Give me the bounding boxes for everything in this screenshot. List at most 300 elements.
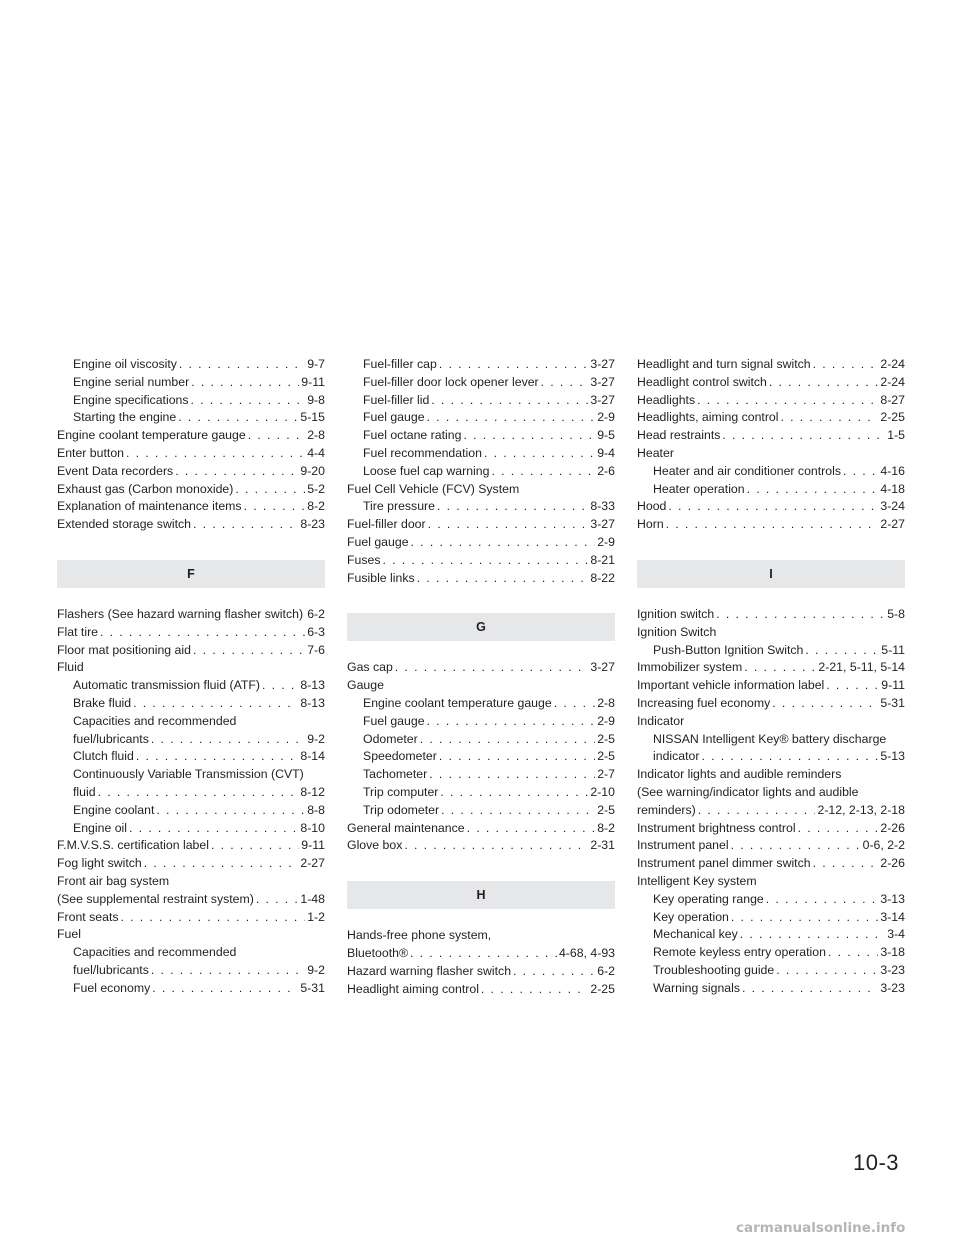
entry-term: Event Data recorders: [57, 463, 174, 478]
page-reference: 3-27: [588, 659, 615, 677]
page-reference: 8-13: [298, 695, 325, 713]
page-reference: 9-4: [595, 445, 615, 463]
entry-term: Engine serial number: [73, 374, 190, 389]
dot-leader: [489, 463, 595, 481]
index-entry: [637, 659, 905, 677]
dot-leader: [131, 695, 298, 713]
dot-leader: [191, 516, 298, 534]
entry-term: Heater: [637, 445, 674, 460]
entry-term: F.M.V.S.S. certification label: [57, 838, 209, 853]
dot-leader: [714, 606, 885, 624]
dot-leader: [381, 552, 589, 570]
entry-term: Instrument panel dimmer switch: [637, 856, 811, 871]
dot-leader: [666, 498, 878, 516]
page-reference: 1-2: [305, 909, 325, 927]
page-reference: 3-27: [588, 356, 615, 374]
dot-leader: [176, 409, 298, 427]
page-reference: 2-8: [305, 427, 325, 445]
index-subentry: [57, 409, 325, 427]
dot-leader: [246, 427, 306, 445]
entry-term: Tire pressure: [363, 499, 435, 514]
index-entry: [637, 374, 905, 392]
index-entry: [347, 837, 615, 855]
entry-text-line: (See warning/indicator lights and audible: [637, 784, 859, 799]
entry-term: Engine coolant temperature gauge: [363, 695, 552, 710]
dot-leader: [418, 731, 596, 749]
entry-term: indicator: [653, 749, 700, 764]
index-entry: [57, 481, 325, 499]
entry-term: Headlight control switch: [637, 374, 767, 389]
index-entry: [57, 909, 325, 927]
dot-leader: [134, 748, 299, 766]
entry-term: Flashers (See hazard warning flasher switch): [57, 606, 304, 621]
dot-leader: [408, 945, 557, 963]
page-reference: 2-9: [595, 713, 615, 731]
entry-term: Engine specifications: [73, 392, 189, 407]
index-entry: [637, 624, 905, 642]
index-subentry: [637, 642, 905, 660]
index-subentry: [347, 802, 615, 820]
index-subentry: [347, 748, 615, 766]
entry-term: Fuel gauge: [363, 410, 425, 425]
entry-term: Fuel Cell Vehicle (FCV) System: [347, 481, 520, 496]
page-reference: 9-5: [595, 427, 615, 445]
entry-term: Important vehicle information label: [637, 678, 825, 693]
page-reference: 3-18: [878, 944, 905, 962]
index-subentry: [347, 498, 615, 516]
index-entry: [57, 463, 325, 481]
entry-term: Fuel-filler door: [347, 517, 426, 532]
index-column-1: [57, 356, 325, 998]
entry-term: Fuel gauge: [363, 713, 425, 728]
page-reference: 2-25: [878, 409, 905, 427]
page-reference: 2-21, 5-11, 5-14: [816, 659, 905, 677]
dot-leader: [124, 445, 305, 463]
dot-leader: [720, 427, 885, 445]
index-column-3: [637, 356, 905, 998]
entry-term: Headlights: [637, 392, 696, 407]
page-reference: 3-27: [588, 516, 615, 534]
dot-leader: [426, 516, 589, 534]
page-reference: 1-48: [298, 891, 325, 909]
index-subentry: [347, 713, 615, 731]
entry-term: Explanation of maintenance items: [57, 499, 242, 514]
page-reference: 6-2: [595, 963, 615, 981]
dot-leader: [779, 409, 879, 427]
page-reference: 3-23: [878, 980, 905, 998]
dot-leader: [435, 498, 588, 516]
page-reference: 4-4: [305, 445, 325, 463]
dot-leader: [127, 820, 298, 838]
index-entry: [57, 855, 325, 873]
entry-term: Fuel octane rating: [363, 428, 462, 443]
entry-term: Headlights, aiming control: [637, 410, 779, 425]
dot-leader: [664, 516, 879, 534]
index-entry: [637, 498, 905, 516]
dot-leader: [465, 820, 596, 838]
entry-term: Floor mat positioning aid: [57, 642, 191, 657]
letter-section-header: F: [57, 560, 325, 588]
entry-term: Fuel gauge: [347, 534, 409, 549]
dot-leader: [429, 392, 588, 410]
index-subentry: [347, 784, 615, 802]
index-subentry: [57, 374, 325, 392]
index-entry: [347, 552, 615, 570]
entry-text-line: Indicator lights and audible reminders: [637, 767, 842, 782]
entry-term: Intelligent Key system: [637, 873, 757, 888]
letter-section-header: H: [347, 881, 615, 909]
page-reference: 4-18: [878, 481, 905, 499]
index-subentry: [347, 695, 615, 713]
entry-term: fuel/lubricants: [73, 731, 149, 746]
page-reference: 2-5: [595, 731, 615, 749]
page-reference: 9-11: [299, 374, 325, 392]
index-entry: [637, 516, 905, 534]
entry-term: Engine coolant: [73, 802, 155, 817]
page-reference: 9-2: [305, 962, 325, 980]
index-subentry: [347, 445, 615, 463]
entry-term: Increasing fuel economy: [637, 695, 771, 710]
page-reference: 9-11: [879, 677, 905, 695]
dot-leader: [437, 356, 589, 374]
entry-term: Hazard warning flasher switch: [347, 963, 512, 978]
dot-leader: [427, 766, 595, 784]
dot-leader: [479, 981, 588, 999]
dot-leader: [539, 374, 589, 392]
page-reference: 8-12: [298, 784, 325, 802]
index-subentry: [57, 820, 325, 838]
entry-term: Odometer: [363, 731, 418, 746]
dot-leader: [189, 374, 299, 392]
page-reference: 8-27: [878, 392, 905, 410]
index-subentry: [57, 802, 325, 820]
index-subentry: [637, 962, 905, 980]
page-reference: 2-27: [878, 516, 905, 534]
dot-leader: [482, 445, 595, 463]
entry-term: fuel/lubricants: [73, 962, 149, 977]
dot-leader: [149, 962, 305, 980]
index-subentry: [57, 392, 325, 410]
index-subentry: [57, 944, 325, 980]
index-subentry: [637, 909, 905, 927]
dot-leader: [824, 677, 879, 695]
page-reference: 2-26: [878, 855, 905, 873]
index-subentry: [637, 891, 905, 909]
index-entry: [57, 606, 325, 624]
index-subentry: [347, 427, 615, 445]
index-subentry: [637, 481, 905, 499]
dot-leader: [552, 695, 596, 713]
dot-leader: [242, 498, 306, 516]
entry-term: Push-Button Ignition Switch: [653, 642, 804, 657]
index-entry: [57, 873, 325, 909]
dot-leader: [393, 659, 589, 677]
dot-leader: [796, 820, 879, 838]
dot-leader: [260, 677, 298, 695]
index-entry: [637, 427, 905, 445]
page-reference: 3-23: [878, 962, 905, 980]
entry-term: Glove box: [347, 838, 403, 853]
page-reference: 8-21: [588, 552, 615, 570]
index-entry: [347, 820, 615, 838]
dot-leader: [154, 802, 305, 820]
dot-leader: [511, 963, 595, 981]
index-entry: [347, 963, 615, 981]
dot-leader: [96, 784, 299, 802]
index-entry: [57, 445, 325, 463]
page-reference: 3-13: [878, 891, 905, 909]
entry-term: Gauge: [347, 678, 384, 693]
dot-leader: [696, 802, 816, 820]
index-entry: [637, 855, 905, 873]
entry-term: Extended storage switch: [57, 517, 191, 532]
entry-term: Clutch fluid: [73, 749, 134, 764]
dot-leader: [402, 837, 588, 855]
page-reference: 5-31: [298, 980, 325, 998]
page-reference: 2-10: [588, 784, 615, 802]
dot-leader: [438, 784, 588, 802]
index-subentry: [57, 980, 325, 998]
entry-text-line: Front air bag system: [57, 873, 170, 888]
dot-leader: [415, 570, 589, 588]
dot-leader: [209, 837, 299, 855]
entry-term: Ignition Switch: [637, 624, 717, 639]
entry-term: Trip computer: [363, 784, 439, 799]
index-entry: [347, 927, 615, 963]
entry-text-line: Capacities and recommended: [73, 713, 237, 728]
dot-leader: [173, 463, 298, 481]
dot-leader: [729, 837, 861, 855]
index-entry: [637, 409, 905, 427]
entry-term: General maintenance: [347, 820, 465, 835]
entry-term: Fuel-filler lid: [363, 392, 430, 407]
entry-term: Bluetooth®: [347, 945, 409, 960]
page-reference: 8-2: [305, 498, 325, 516]
entry-term: Automatic transmission fluid (ATF): [73, 678, 261, 693]
page-reference: 2-5: [595, 748, 615, 766]
entry-term: Fog light switch: [57, 856, 142, 871]
entry-term: Immobilizer system: [637, 660, 743, 675]
index-subentry: [637, 926, 905, 944]
index-entry: [637, 677, 905, 695]
index-subentry: [57, 356, 325, 374]
index-entry: [347, 570, 615, 588]
page-reference: 2-9: [595, 409, 615, 427]
index-subentry: [347, 463, 615, 481]
entry-term: Head restraints: [637, 428, 721, 443]
entry-term: Gas cap: [347, 660, 393, 675]
entry-term: Starting the engine: [73, 410, 177, 425]
index-entry: [57, 516, 325, 534]
page-reference: 9-7: [305, 356, 325, 374]
page-reference: 9-20: [298, 463, 325, 481]
entry-term: Fuses: [347, 552, 381, 567]
entry-text-line: Hands-free phone system,: [347, 928, 492, 943]
page-reference: 8-33: [588, 498, 615, 516]
index-entry: [347, 677, 615, 695]
entry-term: Fuel-filler door lock opener lever: [363, 374, 539, 389]
dot-leader: [826, 944, 878, 962]
entry-term: Flat tire: [57, 624, 98, 639]
entry-term: Exhaust gas (Carbon monoxide): [57, 481, 234, 496]
dot-leader: [177, 356, 305, 374]
entry-term: Ignition switch: [637, 606, 715, 621]
dot-leader: [770, 695, 878, 713]
entry-term: Horn: [637, 517, 664, 532]
dot-leader: [191, 642, 305, 660]
entry-term: Remote keyless entry operation: [653, 945, 826, 960]
page-reference: 8-8: [305, 802, 325, 820]
page-reference: 8-10: [298, 820, 325, 838]
page-reference: 4-68, 4-93: [557, 945, 615, 963]
index-subentry: [637, 463, 905, 481]
index-entry: [637, 873, 905, 891]
page-reference: 2-24: [878, 374, 905, 392]
index-entry: [347, 481, 615, 499]
entry-term: Engine oil viscosity: [73, 357, 177, 371]
index-entry: [57, 624, 325, 642]
dot-leader: [803, 642, 879, 660]
page-reference: 1-5: [885, 427, 905, 445]
page-reference: 2-24: [878, 356, 905, 374]
dot-leader: [149, 731, 305, 749]
entry-term: Indicator: [637, 713, 685, 728]
page-reference: 2-9: [595, 534, 615, 552]
index-entry: [57, 427, 325, 445]
dot-leader: [742, 659, 816, 677]
page-reference: 3-24: [878, 498, 905, 516]
page-reference: 0-6, 2-2: [861, 837, 905, 855]
entry-term: (See supplemental restraint system): [57, 891, 254, 906]
dot-leader: [774, 962, 878, 980]
entry-term: fluid: [73, 784, 96, 799]
entry-term: Warning signals: [653, 980, 741, 995]
dot-leader: [142, 855, 299, 873]
index-subentry: [637, 980, 905, 998]
index-subentry: [347, 766, 615, 784]
entry-term: Brake fluid: [73, 695, 132, 710]
entry-term: Fuel-filler cap: [363, 357, 437, 371]
entry-term: Heater operation: [653, 481, 745, 496]
dot-leader: [254, 891, 299, 909]
entry-term: Fusible links: [347, 570, 415, 585]
index-subentry: [57, 695, 325, 713]
dot-leader: [729, 909, 878, 927]
entry-term: Enter button: [57, 445, 124, 460]
page-reference: 6-2: [305, 606, 325, 624]
index-entry: [637, 356, 905, 374]
index-subentry: [57, 748, 325, 766]
dot-leader: [189, 392, 306, 410]
entry-term: Engine oil: [73, 820, 128, 835]
dot-leader: [437, 748, 595, 766]
entry-text-line: Capacities and recommended: [73, 945, 237, 960]
entry-term: Headlight aiming control: [347, 981, 479, 996]
page-reference: 5-2: [305, 481, 325, 499]
dot-leader: [461, 427, 595, 445]
index-subentry: [57, 713, 325, 749]
dot-leader: [150, 980, 298, 998]
page-reference: 2-12, 2-13, 2-18: [815, 802, 905, 820]
page-reference: 2-26: [878, 820, 905, 838]
index-entry: [637, 445, 905, 463]
index-entry: [347, 981, 615, 999]
page-reference: 2-5: [595, 802, 615, 820]
index-entry: [347, 534, 615, 552]
page-reference: 5-15: [298, 409, 325, 427]
page-reference: 8-2: [595, 820, 615, 838]
page-reference: 5-13: [878, 748, 905, 766]
dot-leader: [425, 713, 596, 731]
entry-text-line: NISSAN Intelligent Key® battery discharge: [653, 731, 887, 746]
dot-leader: [119, 909, 306, 927]
entry-term: reminders): [637, 802, 696, 817]
page-reference: 9-2: [305, 731, 325, 749]
index-entry: [57, 837, 325, 855]
entry-term: Key operation: [653, 909, 729, 924]
dot-leader: [409, 534, 596, 552]
entry-term: Speedometer: [363, 749, 437, 764]
index-entry: [637, 606, 905, 624]
watermark: carmanualsonline.info: [736, 1220, 906, 1236]
entry-term: Loose fuel cap warning: [363, 463, 490, 478]
dot-leader: [764, 891, 879, 909]
letter-section-header: G: [347, 613, 615, 641]
dot-leader: [841, 463, 878, 481]
index-subentry: [57, 766, 325, 802]
dot-leader: [439, 802, 595, 820]
page-reference: 8-14: [298, 748, 325, 766]
page-reference: 3-27: [588, 392, 615, 410]
entry-term: Engine coolant temperature gauge: [57, 428, 246, 443]
index-subentry: [347, 409, 615, 427]
dot-leader: [738, 926, 885, 944]
dot-leader: [767, 374, 879, 392]
dot-leader: [745, 481, 879, 499]
index-subentry: [347, 356, 615, 374]
index-subentry: [347, 731, 615, 749]
dot-leader: [740, 980, 878, 998]
index-subentry: [347, 374, 615, 392]
entry-term: Headlight and turn signal switch: [637, 357, 811, 371]
page-reference: 2-8: [595, 695, 615, 713]
entry-term: Front seats: [57, 909, 119, 924]
entry-term: Hood: [637, 499, 667, 514]
letter-section-header: I: [637, 560, 905, 588]
page-reference: 2-7: [595, 766, 615, 784]
dot-leader: [699, 748, 878, 766]
index-entry: [57, 926, 325, 944]
page-reference: 3-4: [885, 926, 905, 944]
page-reference: 5-8: [885, 606, 905, 624]
entry-term: Fuel: [57, 927, 81, 942]
entry-term: Fluid: [57, 660, 84, 675]
entry-term: Instrument brightness control: [637, 820, 796, 835]
page-reference: 8-22: [588, 570, 615, 588]
dot-leader: [233, 481, 305, 499]
entry-term: Heater and air conditioner controls: [653, 463, 841, 478]
index-entry: [637, 837, 905, 855]
page-reference: 2-31: [588, 837, 615, 855]
index-column-2: [347, 356, 615, 998]
page-reference: 5-11: [879, 642, 905, 660]
page-reference: 3-27: [588, 374, 615, 392]
page-reference: 8-13: [298, 677, 325, 695]
entry-text-line: Continuously Variable Transmission (CVT): [73, 767, 304, 782]
page-number: 10-3: [853, 1150, 900, 1175]
entry-term: Fuel recommendation: [363, 445, 482, 460]
entry-term: Trip odometer: [363, 802, 440, 817]
